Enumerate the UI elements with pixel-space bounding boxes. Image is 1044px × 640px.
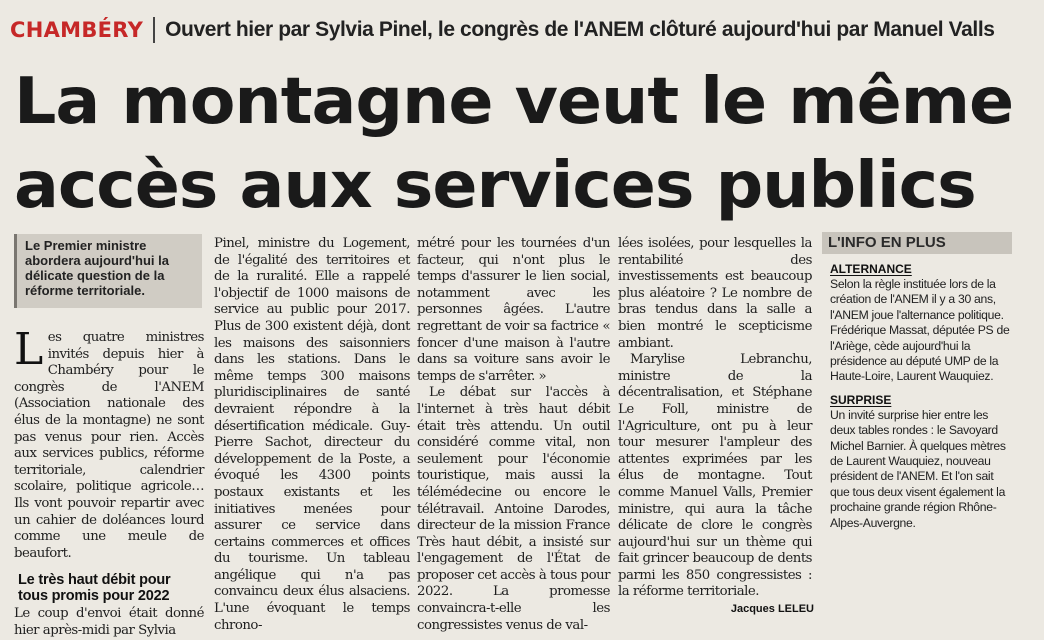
section-kicker: CHAMBÉRY [10,18,144,42]
kicker-divider [153,17,155,43]
overline: Ouvert hier par Sylvia Pinel, le congrès de l'ANEM clôturé aujourd'hui par Manuel Valls [165,18,995,41]
article-column-3 [417,236,610,634]
sidebar-heading: L'INFO EN PLUS [822,232,1012,254]
headline [14,60,1044,228]
paragraph: Le débat sur l'accès à l'internet à très haut débit était très attendu. Un outil considéré comme vital, non seulement pour l'économie touristique, mais aussi la télémédecine ou encore le télétravail. Antoine Darodes, directeur de la mission France Très haut débit, a insisté sur l'engagement de l'État de proposer cet accès à tous pour 2022. La promesse convaincra-t-elle les congressistes venus de val- [417,385,610,633]
intertitle: Le très haut débit pour tous promis pour 2022 [18,572,171,605]
paragraph: lées isolées, pour lesquelles la rentabilité des investissements est beaucoup plus aléatoire ? Le nombre de bras tendus dans la salle a bien montré le scepticisme ambiant. [618,236,812,351]
paragraph: Marylise Lebranchu, ministre de la décentralisation, et Stéphane Le Foll, ministre de l'Agriculture, ont pu à leur tour mesurer l'ampleur des attentes exprimées par les élus de montagne. Tout comme Manuel Valls, Premier ministre, qui aura la tâche délicate de clore le congrès aujourd'hui sur un thème qui fait grincer beaucoup de dents parmi les 850 congressistes : la réforme territoriale. [618,352,812,600]
lead-box: Le Premier ministre abordera aujourd'hui la délicate question de la réforme territoriale. [14,234,202,308]
paragraph: Pinel, ministre du Logement, de l'égalité des territoires et de la ruralité. Elle a rappelé l'objectif de 1000 maisons de service au public pour 2017. Plus de 300 existent déjà, dont les maisons des saisonniers dans les stations. Dans le même temps 300 maisons pluridisciplinaires de santé devraient répondre à la désertification médicale. Guy-Pierre Sachot, directeur du développement de la Poste, a évoqué les 4300 points postaux existants et les initiatives menées pour assurer ce service dans certains commerces et offices du tourisme. Un tableau angélique qui n'a pas convaincu deux élus alsaciens. L'une évoquant le temps chrono- [214,236,410,633]
header-strip [10,12,1014,48]
sidebar-item-text: Un invité surprise hier entre les deux tables rondes : le Savoyard Michel Barnier. À quelques mètres de Laurent Wauquiez, nouveau président de l'ANEM. Et l'on sait que tous deux visent également la prochaine grande région Rhône-Alpes-Auvergne. [830,407,1006,530]
article-column-1 [14,324,204,640]
article-column-4 [618,236,812,601]
intro-paragraph [14,324,204,562]
sidebar-item-title: ALTERNANCE [830,262,912,276]
article-column-2 [214,236,410,634]
headline-line-1: La montagne veut le même [14,65,1014,139]
paragraph: métré pour les tournées d'un facteur, qui n'ont plus le temps d'assurer le lien social, notamment avec les personnes âgées. L'autre regrettant de voir sa factrice « foncer d'une maison à l'autre dans sa voiture sans avoir le temps de s'arrêter. » [417,236,610,384]
sidebar-item-title: SURPRISE [830,392,892,407]
intro-text: es quatre ministres invités depuis hier à Chambéry pour le congrès de l'ANEM (Association nationale des élus de la montagne) ne sont pas venus pour rien. Accès aux services publics, réforme territoriale, calendrier scolaire, politique agricole… Ils vont pouvoir repartir avec un cahier de doléances lourd comme une meule de beaufort. [14,330,204,561]
sidebar-info [822,232,1012,617]
drop-cap: L [14,324,43,375]
sidebar-item-text: Selon la règle instituée lors de la création de l'ANEM il y a 30 ans, l'ANEM joue l'alternance politique. Frédérique Massat, députée PS de l'Ariège, cède aujourd'hui la présidence au député UMP de la Haute-Loire, Laurent Wauquiez. [830,277,1010,384]
paragraph: Le coup d'envoi était donné hier après-midi par Sylvia [14,606,204,638]
headline-line-2: accès aux services publics [14,149,976,223]
author-signature: Jacques LELEU [730,603,814,615]
